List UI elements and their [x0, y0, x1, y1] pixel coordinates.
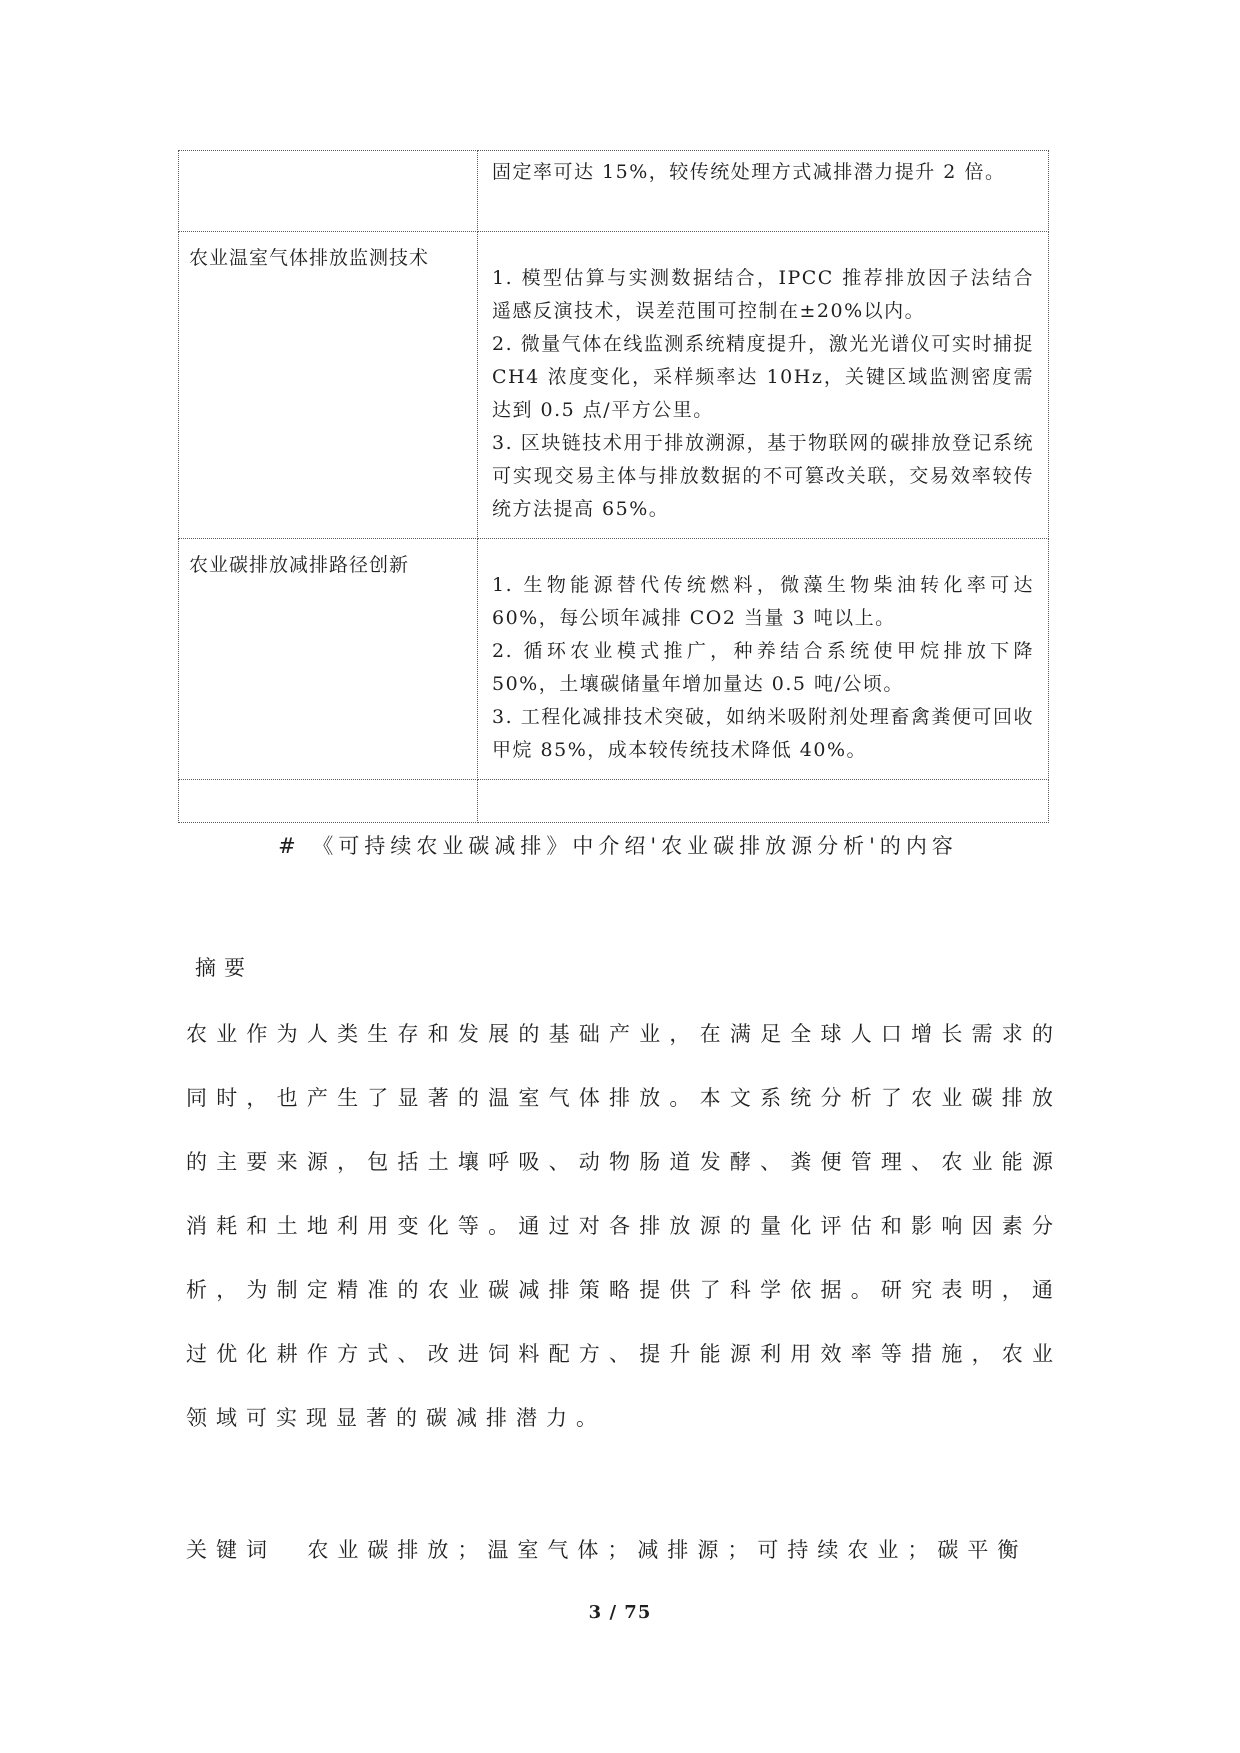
table-cell-paragraph: 1. 生物能源替代传统燃料，微藻生物柴油转化率可达 60%，每公顷年减排 CO2 当量 3 吨以上。 — [492, 574, 1034, 629]
table-details-cell — [478, 539, 1049, 780]
abstract-label: 摘要 — [195, 956, 253, 980]
table-cell-paragraph: 2. 循环农业模式推广，种养结合系统使甲烷排放下降 50%，土壤碳储量年增加量达 0.5 吨/公顷。 — [492, 640, 1034, 695]
table-cell-paragraph: 3. 工程化减排技术突破，如纳米吸附剂处理畜禽粪便可回收甲烷 85%，成本较传统技术降低 40%。 — [492, 706, 1034, 761]
table-details-cell — [478, 151, 1049, 232]
abstract-paragraph: 农业作为人类生存和发展的基础产业，在满足全球人口增长需求的同时，也产生了显著的温室气体排放。本文系统分析了农业碳排放的主要来源，包括土壤呼吸、动物肠道发酵、粪便管理、农业能源消耗和土地利用变化等。通过对各排放源的量化评估和影响因素分析，为制定精准的农业碳减排策略提供了科学依据。研究表明，通过优化耕作方式、改进饲料配方、提升能源利用效率等措施，农业领域可实现显著的碳减排潜力。 — [186, 1022, 1062, 1430]
table-row — [179, 539, 1049, 780]
table-cell-paragraph: 固定率可达 15%，较传统处理方式减排潜力提升 2 倍。 — [492, 161, 1006, 183]
content-table — [178, 150, 1049, 823]
table-row — [179, 780, 1049, 823]
page-number: 3 / 75 — [588, 1602, 652, 1623]
table-term-cell: 农业碳排放减排路径创新 — [179, 539, 478, 780]
table-details-cell — [478, 780, 1049, 823]
section-heading: # 《可持续农业碳减排》中介绍'农业碳排放源分析'的内容 — [278, 834, 958, 858]
table-cell-paragraph: 1. 模型估算与实测数据结合，IPCC 推荐排放因子法结合遥感反演技术，误差范围可控制在±20%以内。 — [492, 267, 1034, 322]
table-row — [179, 151, 1049, 232]
keywords-line: 关键词 农业碳排放；温室气体；减排源；可持续农业；碳平衡 — [186, 1538, 1028, 1562]
table-cell-paragraph: 3. 区块链技术用于排放溯源，基于物联网的碳排放登记系统可实现交易主体与排放数据的不可篡改关联，交易效率较传统方法提高 65%。 — [492, 432, 1034, 520]
table-cell-paragraph: 2. 微量气体在线监测系统精度提升，激光光谱仪可实时捕捉 CH4 浓度变化，采样频率达 10Hz，关键区域监测密度需达到 0.5 点/平方公里。 — [492, 333, 1034, 421]
table-details-cell — [478, 232, 1049, 539]
table-term-cell — [179, 151, 478, 232]
table-row — [179, 232, 1049, 539]
table-term-cell: 农业温室气体排放监测技术 — [179, 232, 478, 539]
table-term-cell — [179, 780, 478, 823]
